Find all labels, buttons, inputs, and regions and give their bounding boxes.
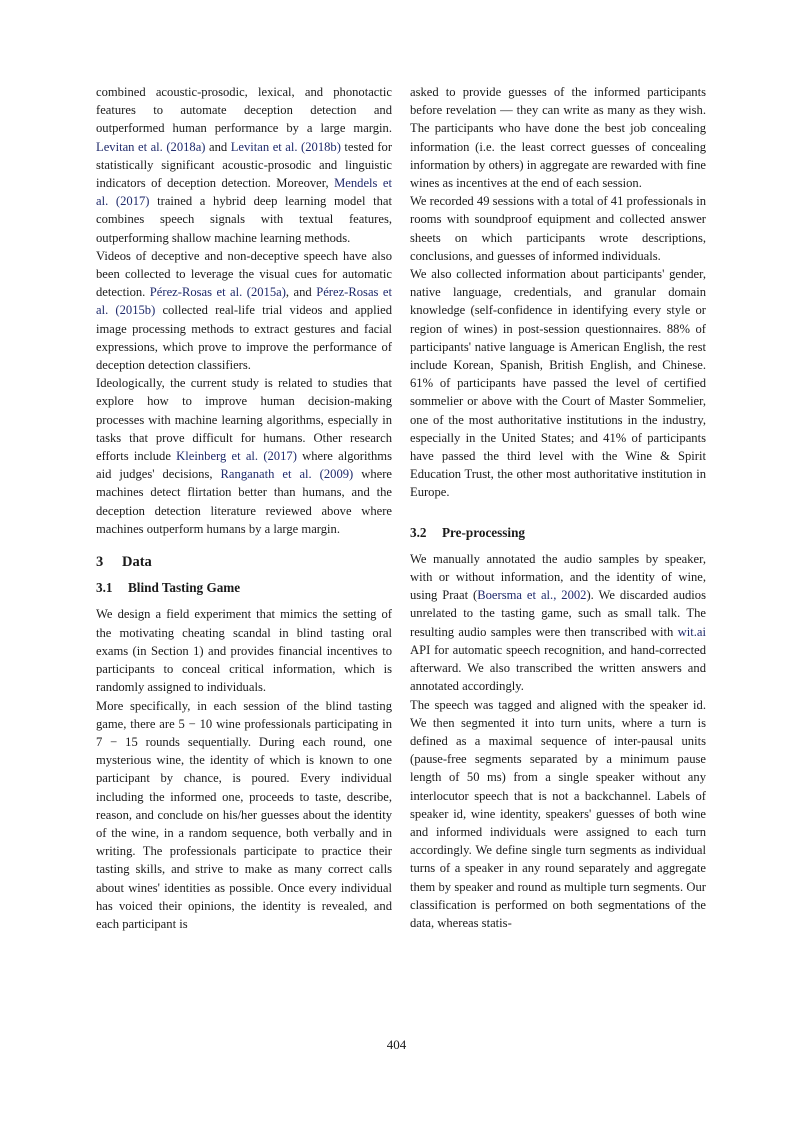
text: where machines detect flirtation better than humans, and the deception detection literature reviewed above where machines outperform humans by a large margin. [96, 467, 393, 536]
citation-link[interactable]: Pérez-Rosas et al. (2015a) [149, 285, 286, 300]
left-column [96, 83, 392, 933]
citation-link[interactable]: Mendels et al. (2017) [96, 176, 392, 209]
subsection-title: Blind Tasting Game [128, 580, 241, 596]
paragraph-session-details: More specifically, in each session of the blind tasting game, there are 5 − 10 wine professionals participating in 7 − 15 rounds sequentially. During each round, one mysterious wine, the identity of which is known to one participant by chance, is poured. Every individual including the informed one, proceeds to taste, describe, reason, and conclude on his/her guesses about the identity of the wine, in a random sequence, both verbally and in writing. The professionals participate to practice their tasting skills, and strive to make as many correct calls about wines' identities as possible. Once every individual has voiced their opinions, the identity is revealed, and each participant is [96, 698, 392, 931]
text: trained a hybrid deep learning model that combines speech signals with textual features, outperforming shallow machine learning methods. [96, 194, 392, 245]
paragraph-guesses: asked to provide guesses of the informed participants before revelation — they can write as many as they wish. The participants who have done the best job concealing information (i.e. the least correct guesses of concealing information by others) in aggregate are rewarded with fine wines as incentives at the end of each session. [410, 85, 706, 191]
citation-link[interactable]: Levitan et al. (2018a) [96, 139, 206, 154]
subsection-number: 3.1 [96, 580, 113, 596]
citation-link[interactable]: Pérez-Rosas et al. (2015b) [96, 285, 392, 318]
paragraph-annotation [410, 550, 706, 696]
text: , and [285, 285, 317, 300]
text: Ideologically, the current study is related to studies that explore how to improve human decision-making processes with machine learning algorithms, especially in tasks that prove difficult for humans. Other research efforts include [96, 376, 392, 464]
paragraph-participants: We also collected information about participants' gender, native language, credentials, and granular domain knowledge (self-confidence in identifying every style or region of wines) in post-session questionnaires. 88% of participants' native language is American English, the rest include Korean, Spanish, British English, and Chinese. 61% of participants have passed the level of certified sommelier or above with the Court of Master Sommelier, one of the most authoritative institutions in the industry, especially in the United States; and 41% of participants have passed the third level with the Wine & Spirit Education Trust, the other most authoritative institution in Europe. [410, 267, 706, 500]
citation-link[interactable]: Boersma et al., 2002 [477, 588, 587, 603]
text: Videos of deceptive and non-deceptive speech have also been collected to leverage the visual cues for automatic detection. [96, 248, 392, 300]
subsection-heading-preprocessing [410, 524, 706, 542]
text: and [205, 139, 231, 154]
text: API for automatic speech recognition, and hand-corrected afterward. We also transcribed the written answers and annotated accordingly. [410, 642, 706, 694]
paragraph-recording: We recorded 49 sessions with a total of 41 professionals in rooms with soundproof equipment and collected answer sheets on which participants wrote descriptions, conclusions, and guesses of informed individuals. [410, 194, 706, 263]
text: We manually annotated the audio samples by speaker, with or without information, and the identity of wine, using Praat ( [410, 551, 706, 603]
subsection-number: 3.2 [410, 524, 427, 540]
paragraph-related-work-decision [96, 374, 392, 538]
text: where algorithms aid judges' decisions, [96, 449, 392, 482]
subsection-title: Pre-processing [442, 524, 526, 540]
citation-link[interactable]: Levitan et al. (2018b) [230, 139, 341, 154]
page-number: 404 [386, 1037, 407, 1052]
section-number: 3 [96, 554, 104, 571]
url-link[interactable]: wit.ai [677, 624, 706, 639]
text: combined acoustic-prosodic, lexical, and phonotactic features to automate deception detection and outperformed human performance by a large margin. [96, 85, 392, 136]
text: ). We discarded audios unrelated to the tasting game, such as small talk. The resulting audio samples were then transcribed with [410, 588, 706, 639]
paragraph-related-work-speech [96, 83, 392, 247]
citation-link[interactable]: Kleinberg et al. (2017) [176, 449, 297, 464]
paragraph-segmentation: The speech was tagged and aligned with the speaker id. We then segmented it into turn units, where a turn is defined as a maximal sequence of inter-pausal units (pause-free segments separated by a minimum pause length of 50 ms) from a single speaker without any interlocutor speech that is not a backchannel. Labels of speaker id, wine identity, speakers' guesses of both wine and informed individuals were assigned to each turn accordingly. We define single turn segments as individual turns of a speaker in any round separately and aggregate them by speaker and round as multiple turn segments. Our classification is performed on both segmentations of the data, whereas statis- [410, 697, 706, 930]
paragraph-experiment-design: We design a field experiment that mimics the setting of the motivating cheating scandal in blind tasting oral exams (in Section 1) and provides financial incentives to participants to conceal critical information, which is randomly assigned to individuals. [96, 607, 392, 695]
section-title: Data [122, 554, 152, 571]
right-column [410, 83, 706, 932]
subsection-heading-blind-tasting [96, 579, 392, 597]
section-heading-data [96, 553, 392, 571]
paragraph-related-work-video [96, 247, 392, 374]
text: collected real-life trial videos and applied image processing methods to extract gestures and facial expressions, which prove to improve the performance of deception detection classifiers. [96, 303, 392, 373]
citation-link[interactable]: Ranganath et al. (2009) [220, 467, 354, 482]
text: tested for statistically significant acoustic-prosodic and linguistic indicators of deception detection. Moreover, [96, 139, 393, 191]
